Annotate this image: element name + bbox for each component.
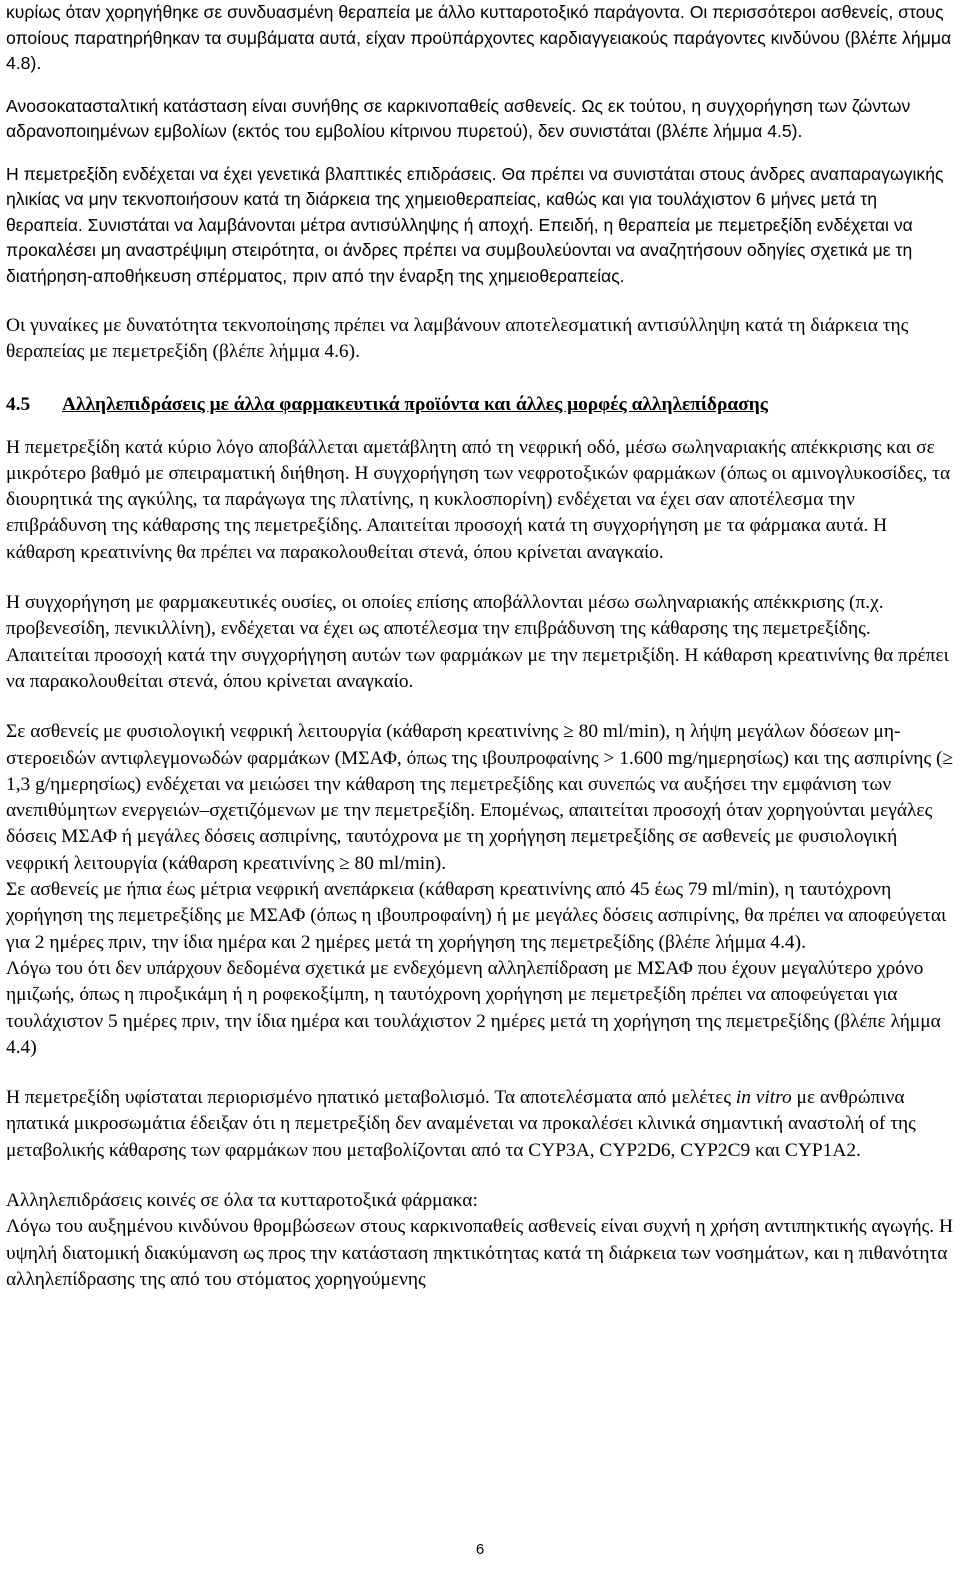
section-number: 4.5: [6, 393, 31, 415]
paragraph-nsaid-normal-renal: Σε ασθενείς με φυσιολογική νεφρική λειτουργία (κάθαρση κρεατινίνης ≥ 80 ml/min), η λήψη μεγάλων δόσεων μη-στεροειδών αντιφλεγμονωδών φαρμάκων (ΜΣΑΦ, όπως της ιβουπροφαίνης > 1.600 mg/ημερησίως) και της ασπιρίνης (≥ 1,3 g/ημερησίως) ενδέχεται να μειώσει την κάθαρση της πεμετρεξίδης και συνεπώς να αυξήσει την εμφάνιση των ανεπιθύμητων ενεργειών–σχετιζόμενων με την πεμετρεξίδη. Επομένως, απαιτείται προσοχή όταν χορηγούνται μεγάλες δόσεις ΜΣΑΦ ή μεγάλες δόσεις ασπιρίνης, ταυτόχρονα με τη χορήγηση πεμετρεξίδης σε ασθενείς με φυσιολογική νεφρική λειτουργία (κάθαρση κρεατινίνης ≥ 80 ml/min).: [6, 721, 954, 874]
section-heading: [6, 392, 954, 418]
paragraph-contraception-women: Οι γυναίκες με δυνατότητα τεκνοποίησης πρέπει να λαμβάνουν αποτελεσματική αντισύλληψη κατά τη διάρκεια της θεραπείας με πεμετρεξίδη (βλέπε λήμμα 4.6).: [6, 315, 909, 363]
page-number: 6: [475, 1541, 485, 1558]
section-title: Αλληλεπιδράσεις με άλλα φαρμακευτικά προϊόντα και άλλες μορφές αλληλεπίδρασης: [62, 393, 768, 415]
hepatic-text-italic: in vitro: [735, 1087, 792, 1109]
hepatic-text-before: Η πεμετρεξίδη υφίσταται περιορισμένο ηπατικό μεταβολισμό. Τα αποτελέσματα από μελέτες: [6, 1087, 736, 1109]
paragraph-nsaid-mild-renal: Σε ασθενείς με ήπια έως μέτρια νεφρική ανεπάρκεια (κάθαρση κρεατινίνης από 45 έως 79 ml/min), η ταυτόχρονη χορήγηση της πεμετρεξίδης με ΜΣΑΦ (όπως η ιβουπροφαίνη) ή με μεγάλες δόσεις ασπιρίνης, θα πρέπει να αποφεύγεται για 2 ημέρες πριν, την ίδια ημέρα και 2 ημέρες μετά τη χορήγηση της πεμετρεξίδης (βλέπε λήμμα 4.4).: [6, 879, 947, 953]
paragraph-hepatic-metabolism: [6, 1085, 954, 1164]
paragraph-tubular-secretion: Η συγχορήγηση με φαρμακευτικές ουσίες, οι οποίες επίσης αποβάλλονται μέσω σωληναριακής απέκκρισης (π.χ. προβενεσίδη, πενικιλλίνη), ενδέχεται να έχει ως αποτέλεσμα την επιβράδυνση της κάθαρσης της πεμετρεξίδης. Απαιτείται προσοχή κατά την συγχορήγηση αυτών των φαρμάκων με την πεμετριξίδη. Η κάθαρση κρεατινίνης θα πρέπει να παρακολουθείται στενά, όπου κρίνεται αναγκαίο.: [6, 592, 949, 692]
paragraph-immunosuppression: Ανοσοκατασταλτική κατάσταση είναι συνήθης σε καρκινοπαθείς ασθενείς. Ως εκ τούτου, η συγχορήγηση των ζώντων αδρανοποιημένων εμβολίων (εκτός του εμβολίου κίτρινου πυρετού), δεν συνιστάται (βλέπε λήμμα 4.5).: [6, 95, 911, 141]
paragraph-common-interactions-heading: Αλληλεπιδράσεις κοινές σε όλα τα κυτταροτοξικά φάρμακα:: [6, 1190, 478, 1212]
paragraph-nsaid-long-halflife: Λόγω του ότι δεν υπάρχουν δεδομένα σχετικά με ενδεχόμενη αλληλεπίδραση με ΜΣΑΦ που έχουν μεγαλύτερο χρόνο ημιζωής, όπως η πιροξικάμη ή η ροφεκοξίμπη, η ταυτόχρονη χορήγηση με πεμετρεξίδη πρέπει να αποφεύγεται για τουλάχιστον 5 ημέρες πριν, την ίδια ημέρα και τουλάχιστον 2 ημέρες μετά τη χορήγηση της πεμετρεξίδης (βλέπε λήμμα 4.4): [6, 957, 941, 1058]
paragraph-common-interactions: Λόγω του αυξημένου κινδύνου θρομβώσεων στους καρκινοπαθείς ασθενείς είναι συχνή η χρήση αντιπηκτικής αγωγής. Η υψηλή διατομική διακύμανση ως προς την κατάσταση πηκτικότητας κατά τη διάρκεια των νοσημάτων, και η πιθανότητα αλληλεπίδρασης της από του στόματος χορηγούμενης: [6, 1216, 953, 1290]
document-page: [6, 0, 954, 1293]
hepatic-text-after: με ανθρώπινα ηπατικά μικροσωμάτια έδειξαν ότι η πεμετρεξίδη δεν αναμένεται να προκαλέσει κλινικά σημαντική αναστολή of της μεταβολικής κάθαρσης των φαρμάκων που μεταβολίζονται από τα CYP3A, CYP2D6, CYP2C9 και CYP1A2.: [6, 1087, 916, 1161]
paragraph-cardiovascular-risk: κυρίως όταν χορηγήθηκε σε συνδυασμένη θεραπεία με άλλο κυτταροτοξικό παράγοντα. Οι περισσότεροι ασθενείς, στους οποίους παρατηρήθηκαν τα συμβάματα αυτά, είχαν προϋπάρχοντες καρδιαγγειακούς παράγοντες κινδύνου (βλέπε λήμμα 4.8).: [6, 2, 952, 73]
paragraph-genetic-effects: Η πεμετρεξίδη ενδέχεται να έχει γενετικά βλαπτικές επιδράσεις. Θα πρέπει να συνιστάται στους άνδρες αναπαραγωγικής ηλικίας να μην τεκνοποιήσουν κατά τη διάρκεια της χημειοθεραπείας, καθώς και για τουλάχιστον 6 μήνες μετά τη θεραπεία. Συνιστάται να λαμβάνονται μέτρα αντισύλληψης ή αποχή. Επειδή, η θεραπεία με πεμετρεξίδη ενδέχεται να προκαλέσει μη αναστρέψιμη στειρότητα, οι άνδρες πρέπει να συμβουλεύονται να αναζητήσουν οδηγίες σχετικά με τη διατήρηση-αποθήκευση σπέρματος, πριν από την έναρξη της χημειοθεραπείας.: [6, 163, 944, 286]
paragraph-renal-elimination: Η πεμετρεξίδη κατά κύριο λόγο αποβάλλεται αμετάβλητη από τη νεφρική οδό, μέσω σωληναριακής απέκκρισης και σε μικρότερο βαθμό με σπειραματική διήθηση. Η συγχορήγηση των νεφροτοξικών φαρμάκων (όπως οι αμινογλυκοσίδες, τα διουρητικά της αγκύλης, τα παράγωγα της πλατίνης, η κυκλοσπορίνη) ενδέχεται να έχει σαν αποτέλεσμα την επιβράδυνση της κάθαρσης της πεμετρεξίδης. Απαιτείται προσοχή κατά τη συγχορήγηση με τα φάρμακα αυτά. Η κάθαρση κρεατινίνης θα πρέπει να παρακολουθείται στενά, όπου κρίνεται αναγκαίο.: [6, 436, 951, 563]
